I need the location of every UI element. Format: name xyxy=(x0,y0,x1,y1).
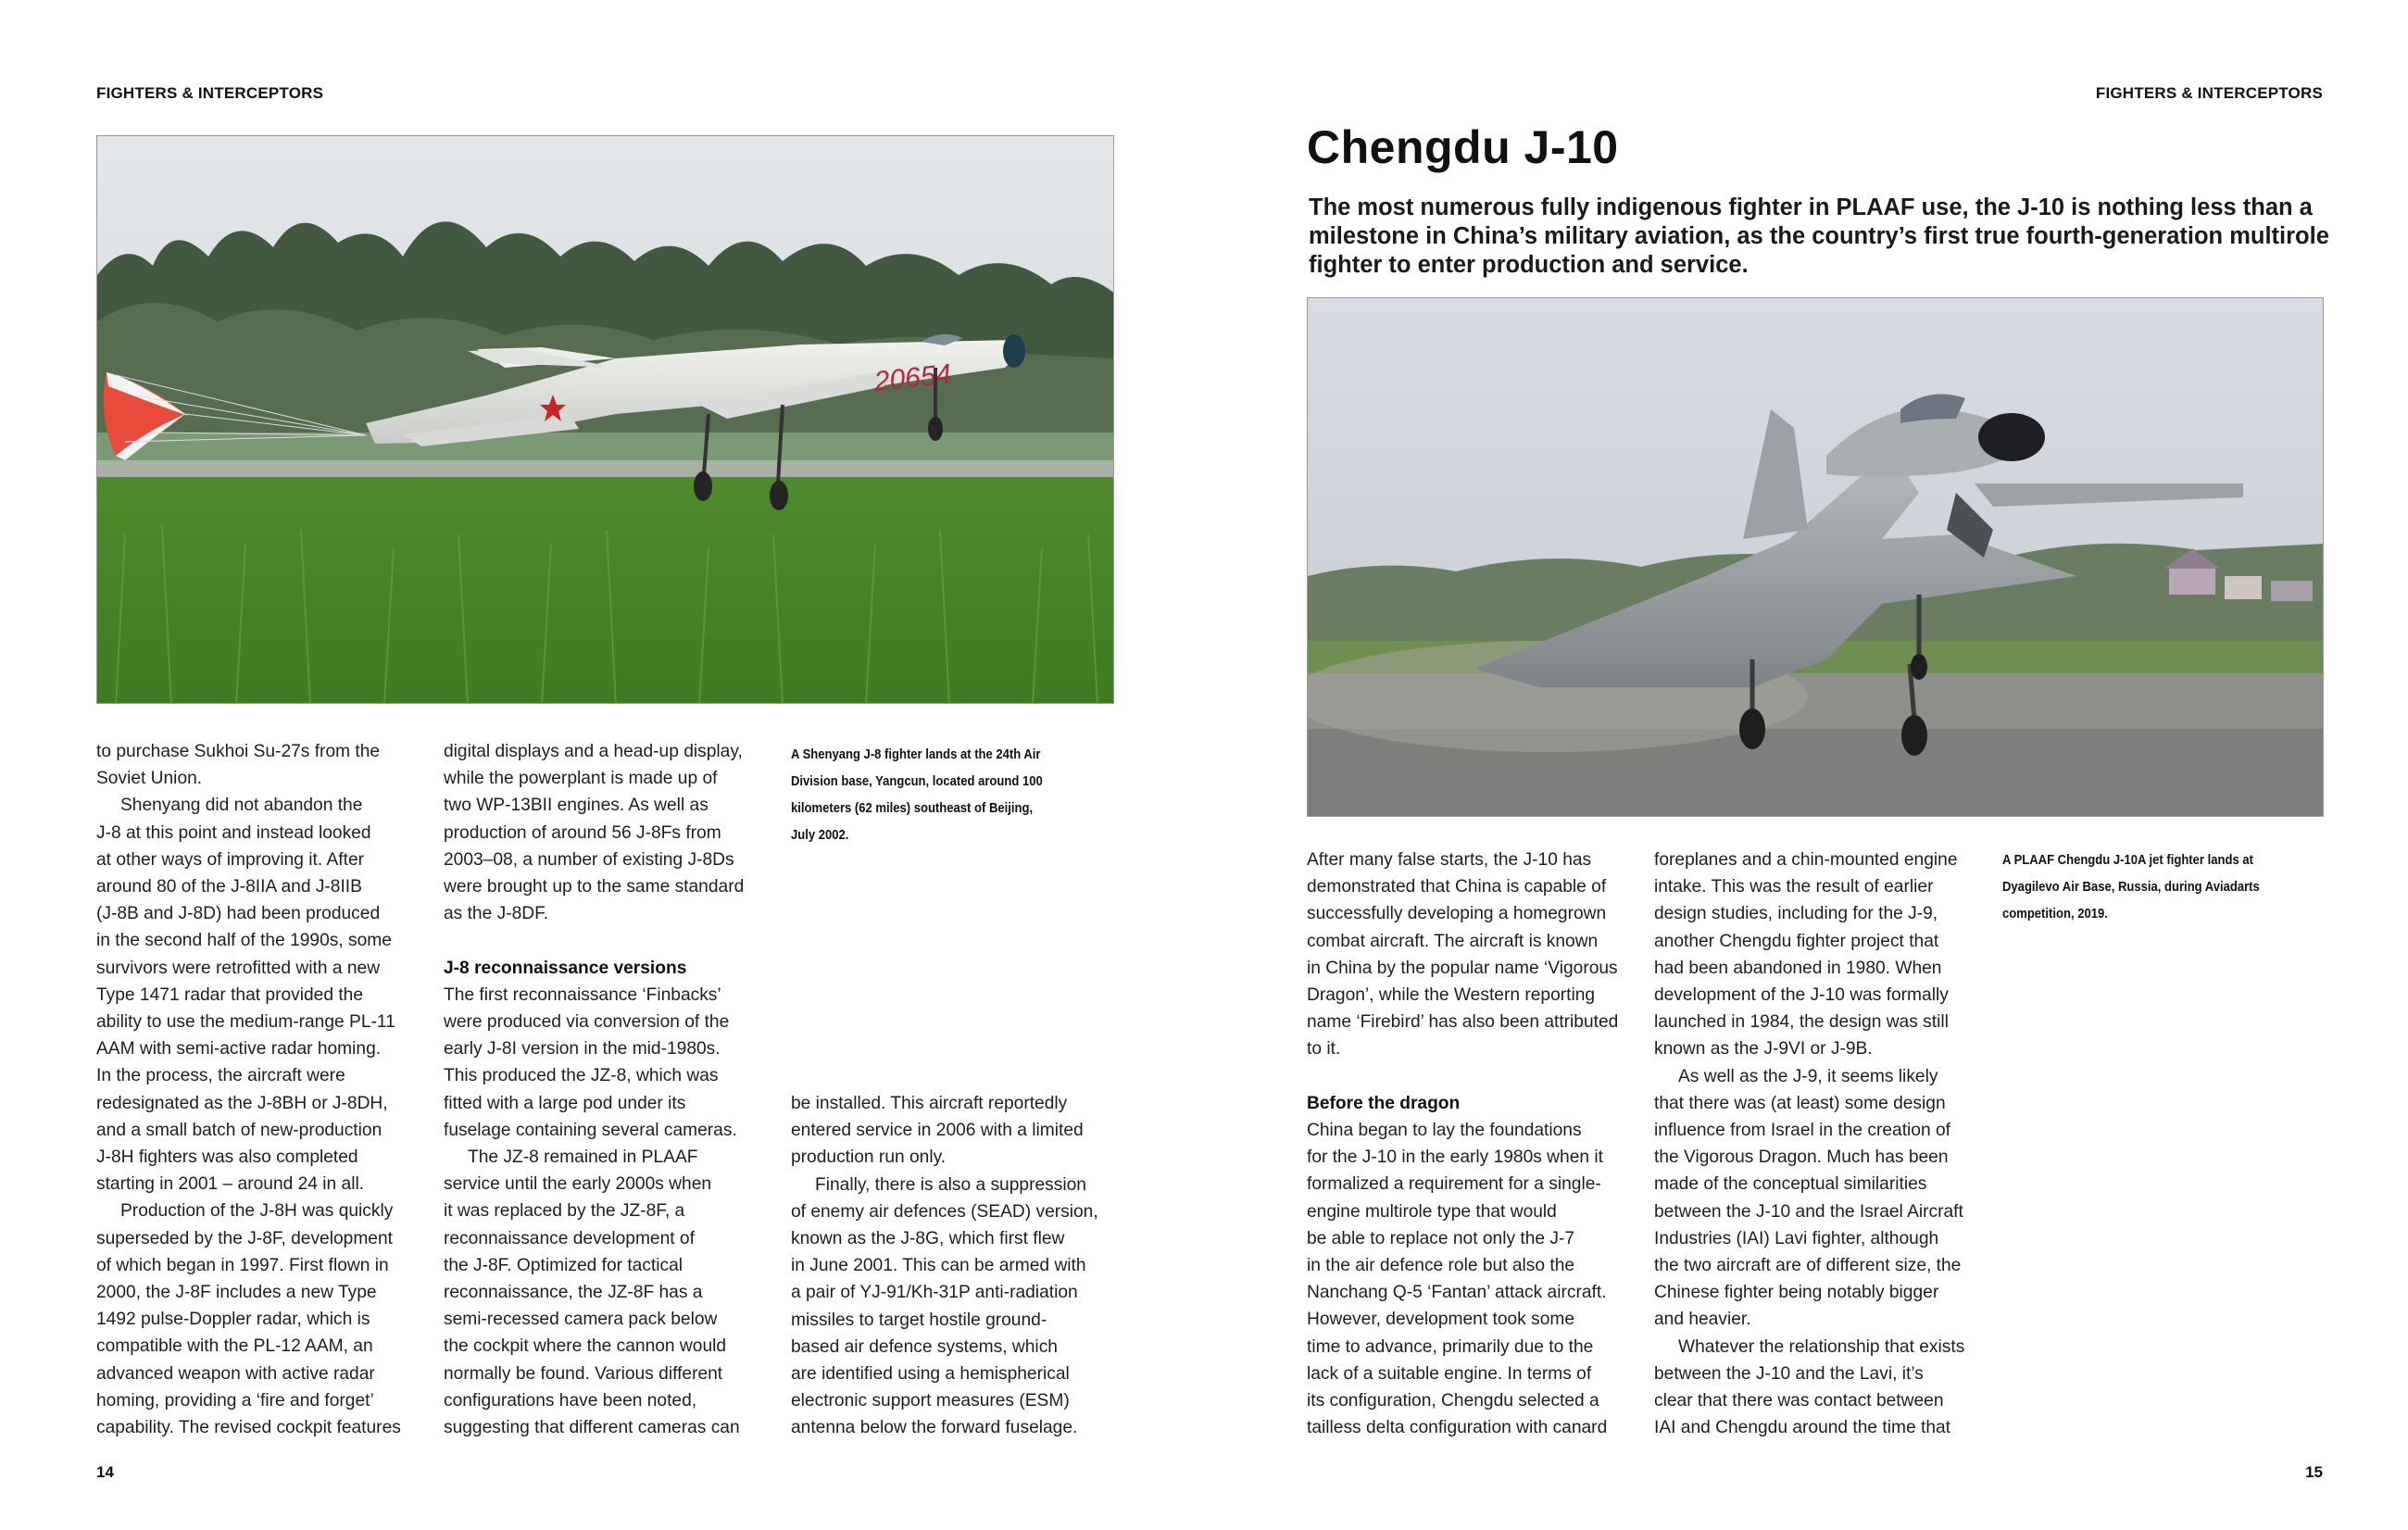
text-line: starting in 2001 – around 24 in all. xyxy=(96,1174,365,1195)
text-line: the two aircraft are of different size, the xyxy=(1654,1256,1962,1276)
text-line: lack of a suitable engine. In terms of xyxy=(1307,1363,1592,1384)
text-line: it was replaced by the JZ-8F, a xyxy=(444,1201,685,1222)
text-line: antenna below the forward fuselage. xyxy=(791,1418,1078,1438)
text-line: Finally, there is also a suppression xyxy=(815,1174,1086,1195)
photo-shenyang-j8 xyxy=(96,135,1114,704)
text-line: electronic support measures (ESM) xyxy=(791,1391,1070,1411)
text-line: as the J-8DF. xyxy=(444,904,549,924)
text-line: launched in 1984, the design was still xyxy=(1654,1012,1949,1033)
text-line: Chinese fighter being notably bigger xyxy=(1654,1283,1939,1303)
text-line: known as the J-9VI or J-9B. xyxy=(1654,1039,1873,1060)
text-line: are identified using a hemispherical xyxy=(791,1364,1070,1385)
text-line: normally be found. Various different xyxy=(444,1363,723,1384)
article-title: Chengdu J-10 xyxy=(1307,121,1619,173)
text-line: Shenyang did not abandon the xyxy=(120,796,363,816)
text-line: the J-8F. Optimized for tactical xyxy=(444,1255,684,1275)
section-label-left: FIGHTERS & INTERCEPTORS xyxy=(96,84,324,102)
text-line: China began to lay the foundations xyxy=(1307,1121,1582,1141)
standfirst: The most numerous fully indigenous fighter in PLAAF use, the J-10 is nothing less than a milestone in China’s military aviation, as the country’s first true fourth-generation multirole fighter to enter production and service. xyxy=(1309,194,2329,278)
text-line: suggesting that different cameras can xyxy=(444,1418,740,1438)
text-line: a pair of YJ-91/Kh-31P anti-radiation xyxy=(791,1283,1078,1303)
text-line: the cockpit where the cannon would xyxy=(444,1336,727,1357)
text-line: the Vigorous Dragon. Much has been xyxy=(1654,1148,1949,1168)
text-line: of enemy air defences (SEAD) version, xyxy=(791,1201,1098,1222)
text-line: The JZ-8 remained in PLAAF xyxy=(468,1148,698,1168)
text-line: were produced via conversion of the xyxy=(444,1012,730,1033)
text-line: development of the J-10 was formally xyxy=(1654,985,1949,1006)
text-line: Industries (IAI) Lavi fighter, although xyxy=(1654,1228,1939,1248)
text-line: that there was (at least) some design xyxy=(1654,1093,1946,1113)
text-line: production of around 56 J-8Fs from xyxy=(444,822,721,843)
text-line: capability. The revised cockpit features xyxy=(96,1418,401,1438)
text-line: foreplanes and a chin-mounted engine xyxy=(1654,850,1958,870)
text-line: clear that there was contact between xyxy=(1654,1391,1944,1411)
text-line: be installed. This aircraft reportedly xyxy=(791,1094,1068,1113)
text-line: survivors were retrofitted with a new xyxy=(96,958,381,978)
text-line: J-8H fighters was also completed xyxy=(96,1148,358,1168)
text-line: Nanchang Q-5 ‘Fantan’ attack aircraft. xyxy=(1307,1283,1607,1303)
text-line: intake. This was the result of earlier xyxy=(1654,877,1934,897)
text-line: As well as the J-9, it seems likely xyxy=(1678,1066,1938,1086)
text-line: missiles to target hostile ground- xyxy=(791,1310,1047,1330)
text-line: in June 2001. This can be armed with xyxy=(791,1256,1086,1276)
text-line: of which began in 1997. First flown in xyxy=(96,1255,389,1275)
text-line: (J-8B and J-8D) had been produced xyxy=(96,904,381,924)
left-column-1 xyxy=(96,738,420,1441)
text-line: 2000, the J-8F includes a new Type xyxy=(96,1283,377,1303)
right-column-2 xyxy=(1654,847,1978,1441)
text-line: another Chengdu fighter project that xyxy=(1654,931,1939,951)
text-line: its configuration, Chengdu selected a xyxy=(1307,1391,1599,1411)
text-line: reconnaissance, the JZ-8F has a xyxy=(444,1283,703,1303)
subheading: J-8 reconnaissance versions xyxy=(444,958,687,978)
text-line: In the process, the aircraft were xyxy=(96,1066,345,1086)
text-line: superseded by the J-8F, development xyxy=(96,1228,393,1248)
right-column-1 xyxy=(1307,847,1631,1441)
text-line: production run only. xyxy=(791,1148,947,1168)
text-line: fitted with a large pod under its xyxy=(444,1093,686,1113)
paragraph-gap xyxy=(444,927,768,954)
text-line: based air defence systems, which xyxy=(791,1336,1058,1357)
text-line: The first reconnaissance ‘Finbacks’ xyxy=(444,984,721,1005)
text-line: tailless delta configuration with canard xyxy=(1307,1418,1608,1438)
text-line: and heavier. xyxy=(1654,1310,1751,1330)
text-line: 1492 pulse-Doppler radar, which is xyxy=(96,1310,370,1330)
text-line: 2003–08, a number of existing J-8Ds xyxy=(444,849,734,870)
caption-right: A PLAAF Chengdu J-10A jet fighter lands at Dyagilevo Air Base, Russia, during Aviadarts competition, 2019. xyxy=(2002,853,2260,922)
text-line: between the J-10 and the Israel Aircraft xyxy=(1654,1201,1963,1222)
text-line: in the second half of the 1990s, some xyxy=(96,931,392,951)
text-line: influence from Israel in the creation of xyxy=(1654,1121,1950,1141)
photo-chengdu-j10a xyxy=(1307,297,2324,817)
text-line: demonstrated that China is capable of xyxy=(1307,877,1607,897)
text-line: time to advance, primarily due to the xyxy=(1307,1336,1594,1357)
text-line: successfully developing a homegrown xyxy=(1307,904,1607,924)
text-line: After many false starts, the J-10 has xyxy=(1307,850,1592,870)
paragraph-gap xyxy=(1307,1063,1631,1090)
text-line: and a small batch of new-production xyxy=(96,1120,383,1140)
text-line: digital displays and a head-up display, xyxy=(444,742,743,761)
page-number-right: 15 xyxy=(2305,1463,2323,1481)
page-number-left: 14 xyxy=(96,1463,114,1481)
text-line: made of the conceptual similarities xyxy=(1654,1174,1927,1195)
text-line: ability to use the medium-range PL-11 xyxy=(96,1012,395,1033)
text-line: homing, providing a ‘fire and forget’ xyxy=(96,1390,374,1411)
text-line: known as the J-8G, which first flew xyxy=(791,1229,1065,1249)
text-line: configurations have been noted, xyxy=(444,1390,697,1411)
text-line: Soviet Union. xyxy=(96,769,203,789)
text-line: formalized a requirement for a single- xyxy=(1307,1174,1601,1195)
text-line: AAM with semi-active radar homing. xyxy=(96,1039,382,1060)
text-line: between the J-10 and the Lavi, it’s xyxy=(1654,1363,1924,1384)
text-line: J-8 at this point and instead looked xyxy=(96,822,371,843)
text-line: had been abandoned in 1980. When xyxy=(1654,958,1942,978)
text-line: redesignated as the J-8BH or J-8DH, xyxy=(96,1093,388,1113)
text-line: be able to replace not only the J-7 xyxy=(1307,1228,1575,1248)
text-line: Type 1471 radar that provided the xyxy=(96,984,364,1005)
subheading: Before the dragon xyxy=(1307,1093,1461,1113)
text-line: reconnaissance development of xyxy=(444,1228,695,1248)
text-line: early J-8I version in the mid-1980s. xyxy=(444,1039,721,1060)
text-line: at other ways of improving it. After xyxy=(96,849,365,870)
text-line: IAI and Chengdu around the time that xyxy=(1654,1418,1951,1438)
text-line: to it. xyxy=(1307,1039,1341,1060)
text-line: for the J-10 in the early 1980s when it xyxy=(1307,1148,1603,1168)
caption-left: A Shenyang J-8 fighter lands at the 24th Air Division base, Yangcun, located around 100 kilometers (62 miles) southeast of Beijing, July 2002. xyxy=(791,747,1043,843)
text-line: while the powerplant is made up of xyxy=(444,769,718,789)
text-line: advanced weapon with active radar xyxy=(96,1363,375,1384)
text-line: were brought up to the same standard xyxy=(444,877,745,897)
text-line: compatible with the PL-12 AAM, an xyxy=(96,1336,373,1357)
text-line: in the air defence role but also the xyxy=(1307,1256,1575,1276)
text-line: This produced the JZ-8, which was xyxy=(444,1066,719,1086)
text-line: semi-recessed camera pack below xyxy=(444,1310,718,1330)
text-line: name ‘Firebird’ has also been attributed xyxy=(1307,1012,1619,1033)
text-line: Whatever the relationship that exists xyxy=(1678,1336,1965,1357)
text-line: combat aircraft. The aircraft is known xyxy=(1307,931,1599,951)
text-line: engine multirole type that would xyxy=(1307,1201,1557,1222)
tail-number: 20654 xyxy=(872,358,953,397)
text-line: service until the early 2000s when xyxy=(444,1174,712,1195)
text-line: design studies, including for the J-9, xyxy=(1654,904,1938,924)
text-line: fuselage containing several cameras. xyxy=(444,1120,737,1140)
text-line: two WP-13BII engines. As well as xyxy=(444,796,709,816)
text-line: around 80 of the J-8IIA and J-8IIB xyxy=(96,877,362,897)
left-column-3 xyxy=(791,1090,1115,1442)
text-line: Production of the J-8H was quickly xyxy=(120,1201,394,1222)
text-line: entered service in 2006 with a limited xyxy=(791,1121,1084,1141)
text-line: to purchase Sukhoi Su-27s from the xyxy=(96,742,381,761)
section-label-right: FIGHTERS & INTERCEPTORS xyxy=(2095,84,2323,102)
left-column-2 xyxy=(444,738,768,1441)
text-line: in China by the popular name ‘Vigorous xyxy=(1307,958,1618,978)
text-line: However, development took some xyxy=(1307,1310,1575,1330)
text-line: Dragon’, while the Western reporting xyxy=(1307,985,1596,1006)
